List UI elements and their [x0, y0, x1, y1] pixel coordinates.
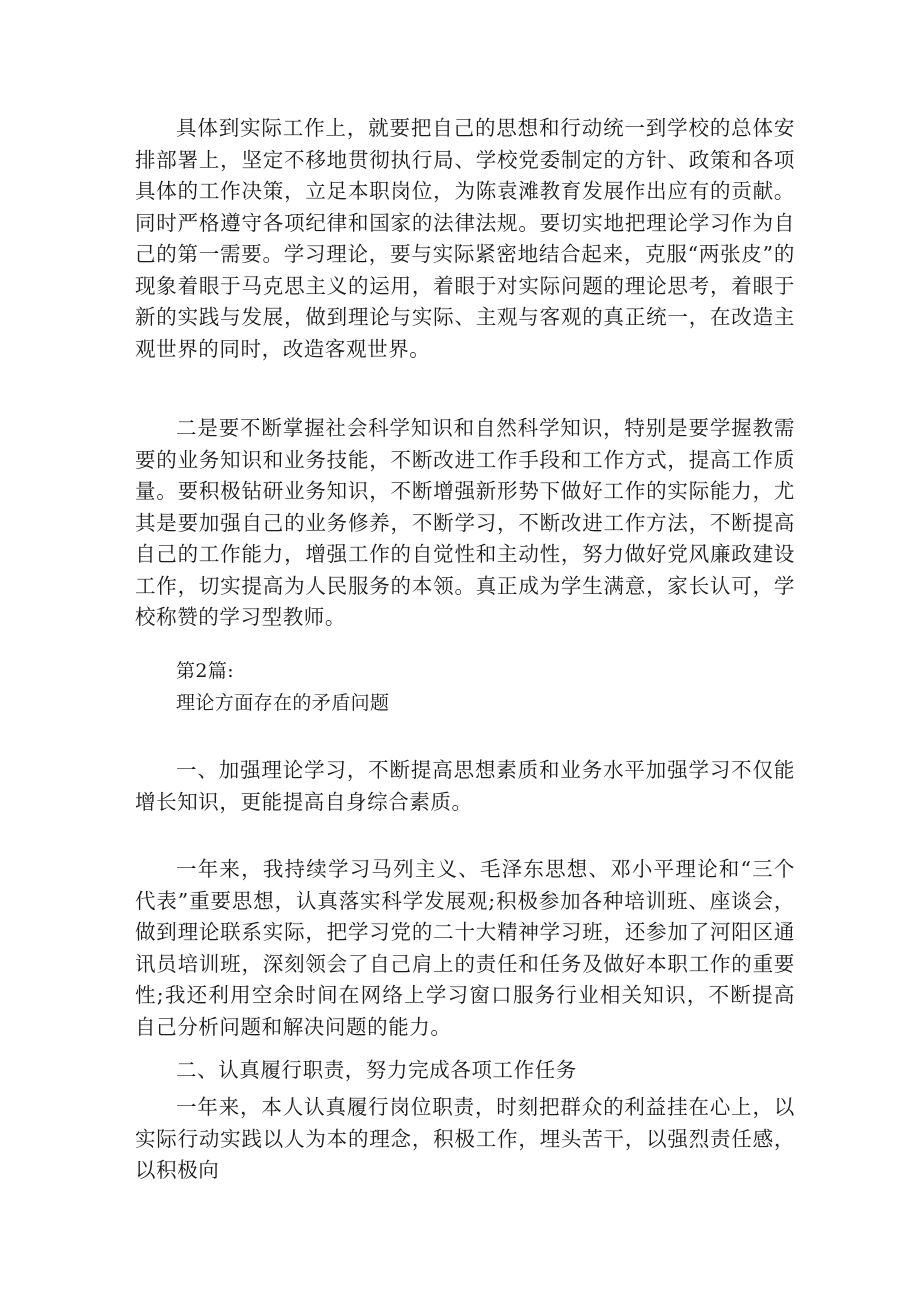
paragraph-practical-work: 具体到实际工作上，就要把自己的思想和行动统一到学校的总体安排部署上，坚定不移地贯彻执行局、学校党委制定的方针、政策和各项具体的工作决策，立足本职岗位，为陈袁滩教育发展作出应有的贡献。同时严格遵守各项纪律和国家的法律法规。要切实地把理论学习作为自己的第一需要。学习理论，要与实际紧密地结合起来，克服“两张皮”的现象着眼于马克思主义的运用，着眼于对实际问题的理论思考，着眼于新的实践与发展，做到理论与实际、主观与客观的真正统一，在改造主观世界的同时，改造客观世界。: [135, 116, 795, 361]
section-title: 理论方面存在的矛盾问题: [176, 692, 390, 714]
paragraph-knowledge-skills: 二是要不断掌握社会科学知识和自然科学知识，特别是要学握教需要的业务知识和业务技能，不断改进工作手段和工作方式，提高工作质量。要积极钻研业务知识，不断增强新形势下做好工作的实际能力，尤其是要加强自己的业务修养，不断学习，不断改进工作方法，不断提高自己的工作能力，增强工作的自觉性和主动性，努力做好党风廉政建设工作，切实提高为人民服务的本领。真正成为学生满意，家长认可，学校称赞的学习型教师。: [135, 416, 795, 629]
subheading-duties: 二、认真履行职责，努力完成各项工作任务: [176, 1058, 577, 1082]
paragraph-theory-study: 一、加强理论学习，不断提高思想素质和业务水平加强学习不仅能增长知识，更能提高自身综合素质。: [135, 758, 795, 814]
paragraph-duties: 一年来，本人认真履行岗位职责，时刻把群众的利益挂在心上，以实际行动实践以人为本的理念，积极工作，埋头苦干，以强烈责任感，以积极向: [135, 1095, 795, 1182]
section-label: 第2篇:: [176, 660, 235, 682]
paragraph-year-study: 一年来，我持续学习马列主义、毛泽东思想、邓小平理论和“三个代表”重要思想，认真落实科学发展观;积极参加各种培训班、座谈会，做到理论联系实际，把学习党的二十大精神学习班，还参加了河阳区通讯员培训班，深刻领会了自己肩上的责任和任务及做好本职工作的重要性;我还利用空余时间在网络上学习窗口服务行业相关知识，不断提高自己分析问题和解决问题的能力。: [135, 857, 795, 1039]
